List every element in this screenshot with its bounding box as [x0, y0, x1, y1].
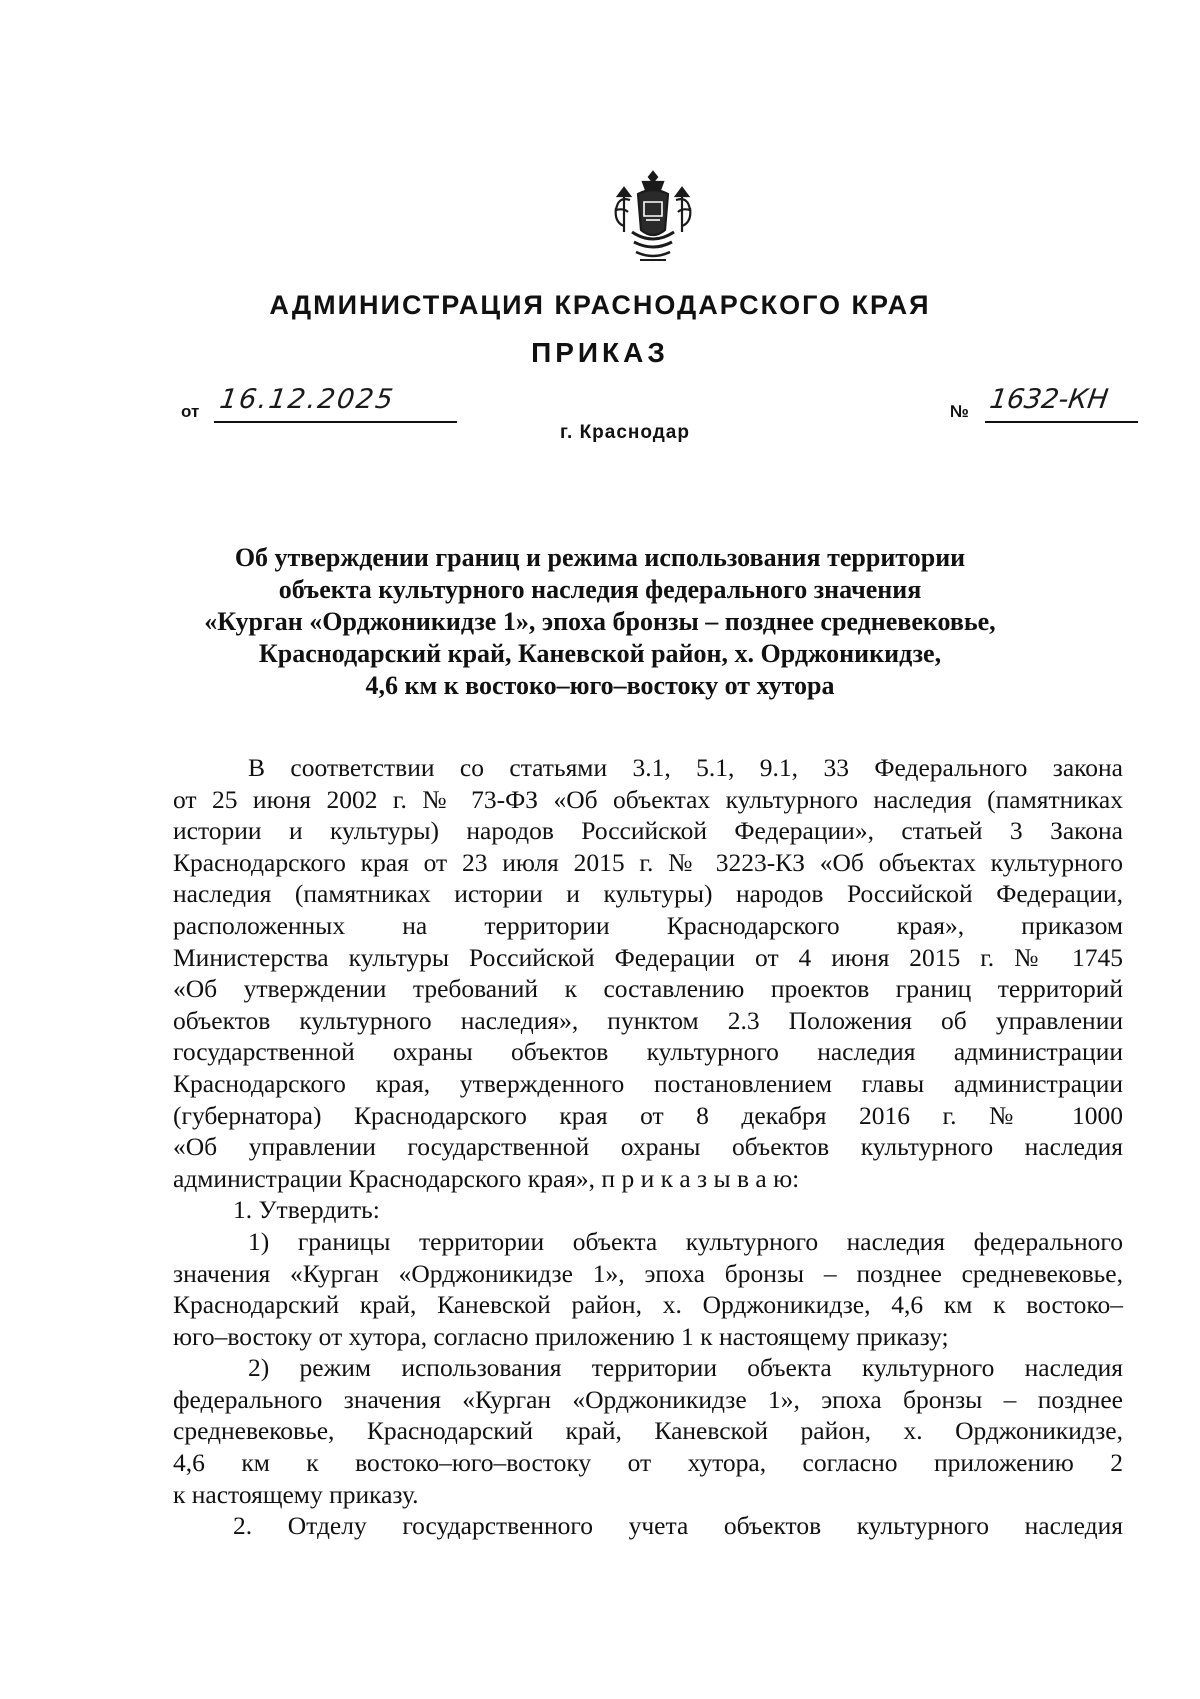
item-1-2-line: федерального значения «Курган «Орджоникидзе 1», эпоха бронзы – позднее — [173, 1384, 1123, 1414]
item-1-1-line: Краснодарский край, Каневской район, х. Орджоникидзе, 4,6 км к востоко– — [173, 1290, 1123, 1320]
item-1-2-line: к настоящему приказу. — [173, 1479, 419, 1509]
body-line: от 25 июня 2002 г. № 73-ФЗ «Об объектах культурного наследия (памятниках — [173, 784, 1123, 814]
body-line: (губернатора) Краснодарского края от 8 декабря 2016 г. № 1000 — [173, 1100, 1123, 1130]
body-line: наследия (памятниках истории и культуры) народов Российской Федерации, — [173, 879, 1123, 909]
title-line: Краснодарский край, Каневской район, х. Орджоникидзе, — [258, 639, 942, 668]
city-name: г. Краснодар — [560, 422, 690, 443]
body-line: «Об управлении государственной охраны объектов культурного наследия — [173, 1132, 1123, 1162]
number-label: № — [950, 402, 969, 421]
title-line: Об утверждении границ и режима использования территории — [234, 543, 966, 572]
item-1: 1. Утвердить: — [233, 1195, 380, 1225]
body-line: администрации Краснодарского края», п р и к а з ы в а ю: — [173, 1163, 800, 1193]
date-handwritten: 16.12.2025 — [217, 384, 397, 415]
body-line: Краснодарского края, утвержденного постановлением главы администрации — [173, 1068, 1123, 1098]
body-line: Краснодарского края от 23 июля 2015 г. № 3223-КЗ «Об объектах культурного — [173, 847, 1123, 877]
body-line: Министерства культуры Российской Федерации от 4 июня 2015 г. № 1745 — [173, 942, 1123, 972]
body-line: «Об утверждении требований к составлению проектов границ территорий — [173, 974, 1123, 1004]
body-line: государственной охраны объектов культурного наследия администрации — [173, 1037, 1123, 1067]
document-body — [173, 752, 1123, 1542]
item-1-1-line: 1) границы территории объекта культурного наследия федерального — [248, 1226, 1123, 1256]
date-label: от — [181, 402, 200, 421]
body-line: истории и культуры) народов Российской Федерации», статьей 3 Закона — [173, 816, 1123, 846]
title-line: «Курган «Орджоникидзе 1», эпоха бронзы – позднее средневековье, — [204, 607, 996, 636]
body-line: В соответствии со статьями 3.1, 5.1, 9.1, 33 Федерального закона — [248, 753, 1123, 782]
item-1-1-line: значения «Курган «Орджоникидзе 1», эпоха бронзы – позднее средневековье, — [173, 1258, 1123, 1288]
item-1-1-line: юго–востоку от хутора, согласно приложению 1 к настоящему приказу; — [173, 1321, 949, 1351]
number-handwritten: 1632-КН — [987, 384, 1111, 415]
title-line: 4,6 км к востоко–юго–востоку от хутора — [365, 671, 835, 700]
krasnodar-coat-of-arms-icon — [610, 168, 696, 268]
item-1-2-line: 2) режим использования территории объекта культурного наследия — [248, 1353, 1123, 1383]
organization-name: АДМИНИСТРАЦИЯ КРАСНОДАРСКОГО КРАЯ — [269, 290, 931, 320]
item-1-2-line: средневековье, Краснодарский край, Каневской район, х. Орджоникидзе, — [173, 1416, 1123, 1446]
body-line: расположенных на территории Краснодарского края», приказом — [173, 910, 1123, 940]
body-line: объектов культурного наследия», пунктом 2.3 Положения об управлении — [173, 1005, 1123, 1035]
title-line: объекта культурного наследия федерального значения — [278, 575, 922, 604]
item-1-2-line: 4,6 км к востоко–юго–востоку от хутора, согласно приложению 2 — [173, 1448, 1123, 1478]
document-type: ПРИКАЗ — [531, 337, 669, 368]
item-2-line: 2. Отделу государственного учета объектов культурного наследия — [233, 1511, 1123, 1541]
document-title — [160, 542, 1040, 702]
